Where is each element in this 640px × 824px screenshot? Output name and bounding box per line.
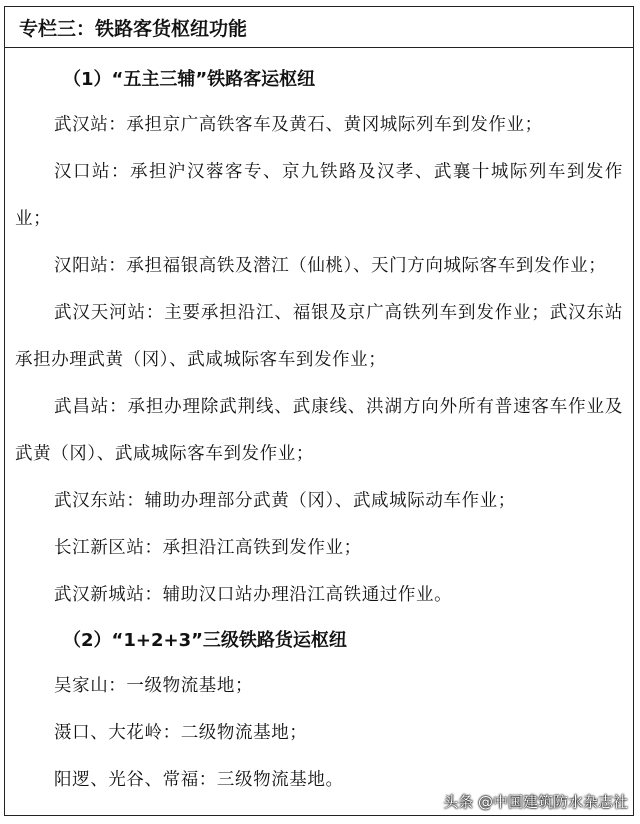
list-item: 武汉天河站：主要承担沿江、福银及京广高铁列车到发作业；武汉东站承担办理武黄（冈）、武咸城际客车到发作业； xyxy=(15,303,623,370)
section-heading-freight: （2）“1+2+3”三级铁路货运枢纽 xyxy=(63,630,347,651)
list-item: 滠口、大花岭：二级物流基地； xyxy=(54,723,308,743)
list-item: 武汉站：承担京广高铁客车及黄石、黄冈城际列车到发作业； xyxy=(54,115,543,135)
list-item: 阳逻、光谷、常福：三级物流基地。 xyxy=(54,770,344,790)
watermark: 头条 @中国建筑防水杂志社 xyxy=(443,793,628,811)
list-item: 吴家山：一级物流基地； xyxy=(54,676,254,696)
list-item: 长江新区站：承担沿江高铁到发作业； xyxy=(54,538,362,558)
box-title: 专栏三：铁路客货枢纽功能 xyxy=(5,7,633,48)
box-content xyxy=(5,48,633,804)
section-heading-passenger: （1）“五主三辅”铁路客运枢纽 xyxy=(63,69,316,90)
list-item: 武汉东站：辅助办理部分武黄（冈）、武咸城际动车作业； xyxy=(54,491,516,511)
list-item: 武汉新城站：辅助汉口站办理沿江高铁通过作业。 xyxy=(54,585,453,605)
column-box xyxy=(4,6,634,816)
list-item: 汉阳站：承担福银高铁及潜江（仙桃）、天门方向城际客车到发作业； xyxy=(54,256,607,276)
list-item: 武昌站：承担办理除武荆线、武康线、洪湖方向外所有普速客车作业及武黄（冈）、武咸城际客车到发作业； xyxy=(15,397,623,464)
list-item: 汉口站：承担沪汉蓉客专、京九铁路及汉孝、武襄十城际列车到发作业； xyxy=(15,162,623,229)
